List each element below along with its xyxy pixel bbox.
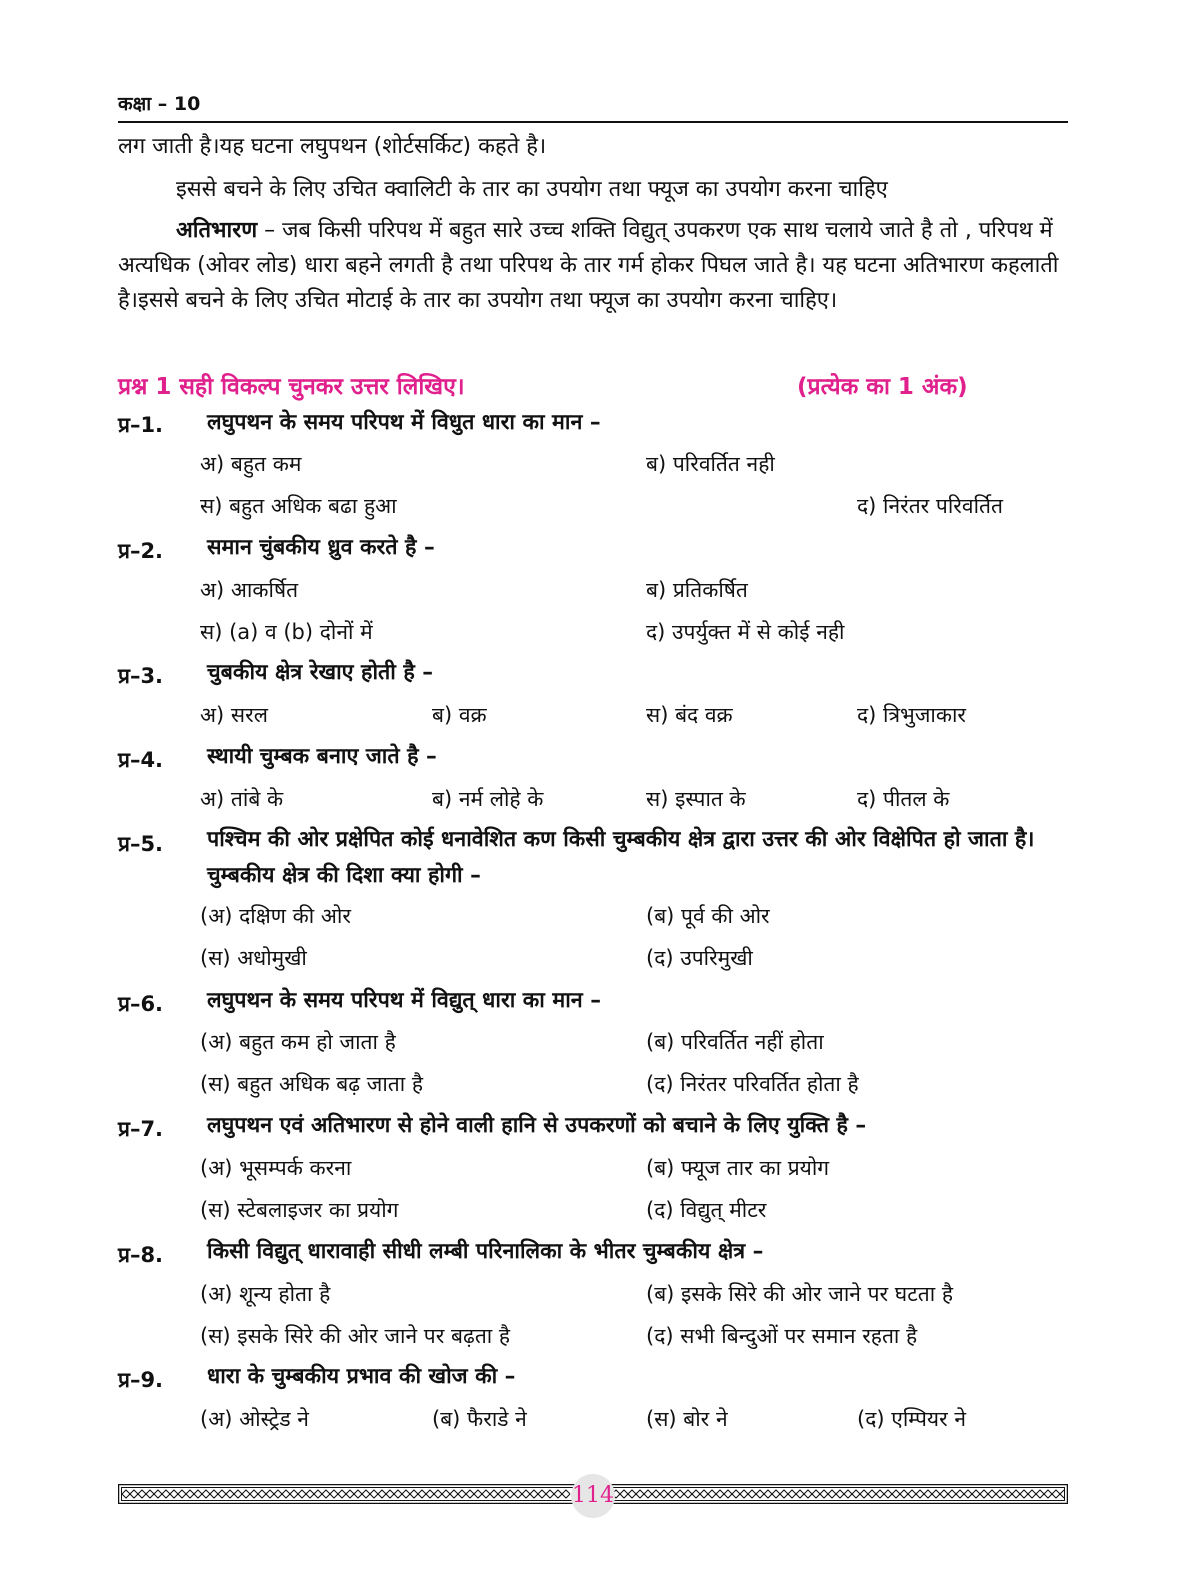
option-d: (द) एम्पियर ने (857, 1407, 966, 1431)
option-c: स) बहुत अधिक बढा हुआ (200, 494, 397, 518)
overloading-term: अतिभारण (176, 218, 258, 243)
question-number: प्र–9. (118, 1368, 164, 1392)
question-number: प्र–3. (118, 664, 164, 688)
question-text: लघुपथन के समय परिपथ में विधुत धारा का मान – (207, 410, 601, 435)
question-text: स्थायी चुम्बक बनाए जाते है – (207, 744, 437, 769)
option-d: (द) विद्युत् मीटर (646, 1198, 767, 1222)
section-title: प्रश्न 1 सही विकल्प चुनकर उत्तर लिखिए। (118, 374, 465, 400)
question-text: लघुपथन एवं अतिभारण से होने वाली हानि से उपकरणों को बचाने के लिए युक्ति है – (207, 1113, 867, 1138)
option-d: द) त्रिभुजाकार (857, 703, 966, 727)
option-b: ब) प्रतिकर्षित (646, 578, 748, 602)
option-c: स) (a) व (b) दोनों में (200, 620, 373, 644)
option-b: ब) नर्म लोहे के (432, 787, 544, 811)
option-b: (ब) फ्यूज तार का प्रयोग (646, 1156, 830, 1180)
paragraph-prevention-text: इससे बचने के लिए उचित क्वालिटी के तार का उपयोग तथा फ्यूज का उपयोग करना चाहिए (176, 177, 888, 202)
option-a: अ) सरल (200, 703, 268, 727)
question-number: प्र–4. (118, 748, 164, 772)
question-number: प्र–5. (118, 832, 164, 856)
option-c: (स) स्टेबलाइजर का प्रयोग (200, 1198, 399, 1222)
overloading-text: – जब किसी परिपथ में बहुत सारे उच्च शक्ति विद्युत् उपकरण एक साथ चलाये जाते है तो , परिपथ में अत्यधिक (ओवर लोड) धारा बहने लगती है तथा परिपथ के तार गर्म होकर पिघल जाते है। यह घटना अतिभारण कहलाती है।इससे बचने के लिए उचित मोटाई के तार का उपयोग तथा फ्यूज का उपयोग करना चाहिए। (118, 218, 1059, 313)
option-d: (द) उपरिमुखी (646, 946, 753, 970)
question-number: प्र–2. (118, 539, 164, 563)
header-rule (118, 121, 1068, 123)
option-a: अ) बहुत कम (200, 452, 302, 476)
class-header: कक्षा – 10 (118, 93, 201, 115)
option-b: ब) परिवर्तित नही (646, 452, 775, 476)
option-c: (स) बोर ने (646, 1407, 728, 1431)
option-a: (अ) ओस्ट्रेड ने (200, 1407, 309, 1431)
paragraph-short-circuit: लग जाती है।यह घटना लघुपथन (शोर्टसर्किट) कहते है। (118, 134, 547, 159)
option-a: (अ) बहुत कम हो जाता है (200, 1030, 396, 1054)
option-d: (द) सभी बिन्दुओं पर समान रहता है (646, 1324, 918, 1348)
option-d: द) पीतल के (857, 787, 950, 811)
question-number: प्र–7. (118, 1117, 164, 1141)
question-text: लघुपथन के समय परिपथ में विद्युत् धारा का मान – (207, 988, 601, 1013)
question-text: समान चुंबकीय ध्रुव करते है – (207, 535, 435, 560)
page-number: 114 (571, 1474, 615, 1518)
paragraph-overloading (118, 213, 1068, 318)
option-a: (अ) भूसम्पर्क करना (200, 1156, 352, 1180)
question-number: प्र–8. (118, 1243, 164, 1267)
option-b: (ब) परिवर्तित नहीं होता (646, 1030, 824, 1054)
option-a: (अ) दक्षिण की ओर (200, 904, 351, 928)
option-c: (स) बहुत अधिक बढ़ जाता है (200, 1072, 423, 1096)
question-text: चुबकीय क्षेत्र रेखाए होती है – (207, 660, 434, 685)
option-d: द) निरंतर परिवर्तित (857, 494, 1003, 518)
paragraph-prevention (118, 172, 1068, 207)
section-marks: (प्रत्येक का 1 अंक) (797, 374, 968, 400)
question-number: प्र–6. (118, 992, 164, 1016)
option-b: (ब) इसके सिरे की ओर जाने पर घटता है (646, 1282, 954, 1306)
option-c: (स) इसके सिरे की ओर जाने पर बढ़ता है (200, 1324, 511, 1348)
question-number: प्र–1. (118, 413, 164, 437)
option-a: अ) तांबे के (200, 787, 284, 811)
option-b: (ब) फैराडे ने (432, 1407, 527, 1431)
option-a: अ) आकर्षित (200, 578, 299, 602)
option-c: (स) अधोमुखी (200, 946, 307, 970)
question-text: पश्चिम की ओर प्रक्षेपित कोई धनावेशित कण किसी चुम्बकीय क्षेत्र द्वारा उत्तर की ओर विक्षेपित हो जाता है। चुम्बकीय क्षेत्र की दिशा क्या होगी – (207, 827, 1035, 888)
option-a: (अ) शून्य होता है (200, 1282, 331, 1306)
option-b: (ब) पूर्व की ओर (646, 904, 770, 928)
question-text: धारा के चुम्बकीय प्रभाव की खोज की – (207, 1364, 516, 1389)
option-d: (द) निरंतर परिवर्तित होता है (646, 1072, 859, 1096)
option-d: द) उपर्युक्त में से कोई नही (646, 620, 845, 644)
option-b: ब) वक्र (432, 703, 487, 727)
option-c: स) बंद वक्र (646, 703, 733, 727)
question-text: किसी विद्युत् धारावाही सीधी लम्बी परिनालिका के भीतर चुम्बकीय क्षेत्र – (207, 1239, 764, 1264)
option-c: स) इस्पात के (646, 787, 746, 811)
